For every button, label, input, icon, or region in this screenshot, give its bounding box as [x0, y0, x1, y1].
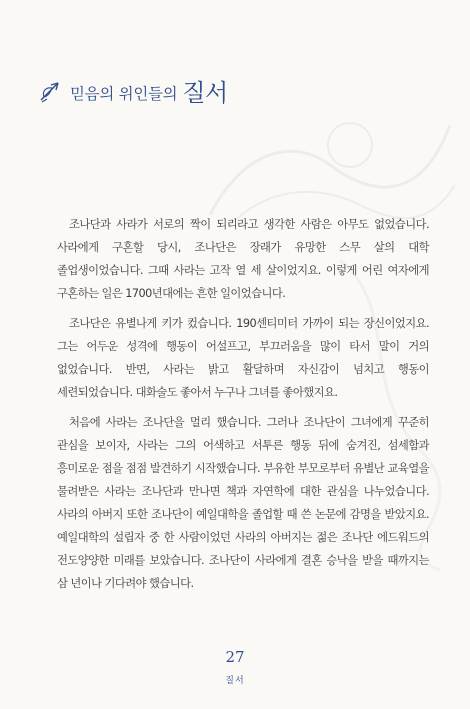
- chapter-heading: [38, 70, 228, 110]
- heading-subtitle: 믿음의 위인들의: [70, 85, 178, 103]
- paragraph: 조나단과 사라가 서로의 짝이 되리라고 생각한 사람은 아무도 없었습니다. 사라에게 구혼할 당시, 조나단은 장래가 유망한 스무 살의 대학 졸업생이었습니다. 그때 사라는 고작 열 세 살이었지요. 이렇게 어린 여자에게 구혼하는 일은 1700년대에는 흔한 일이었습니다.: [57, 218, 429, 300]
- running-footer: 질서: [225, 676, 245, 686]
- leaf-arrow-icon: [38, 78, 64, 104]
- page-number: 27: [225, 648, 245, 666]
- paragraph: 처음에 사라는 조나단을 멀리 했습니다. 그러나 조나단이 그녀에게 꾸준히 관심을 보이자, 사라는 그의 어색하고 서투른 행동 뒤에 숨겨진, 섬세함과 흥미로운 점을 점점 발견하기 시작했습니다. 부유한 부모로부터 유별난 교육열을 물려받은 사라는 조나단과 만나면 책과 자연학에 대한 관심을 나누었습니다. 사라의 아버지 또한 조나단이 예일대학을 졸업할 때 쓴 논문에 감명을 받았지요. 예일대학의 설립자 중 한 사람이었던 사라의 아버지는 젊은 조나단 에드워드의 전도양양한 미래를 보았습니다. 조나단이 사라에게 결혼 승낙을 받을 때까지는 삼 년이나 기다려야 했습니다.: [57, 416, 429, 590]
- body-text: [57, 213, 429, 602]
- paragraph: 조나단은 유별나게 키가 컸습니다. 190센티미터 가까이 되는 장신이었지요. 그는 어두운 성격에 행동이 어설프고, 부끄러움을 많이 타서 말이 거의 없었습니다. 반면, 사라는 밝고 활달하며 자신감이 넘치고 행동이 세련되었습니다. 대화술도 좋아서 누구나 그녀를 좋아했지요.: [57, 317, 429, 399]
- heading-title: 질서: [182, 79, 228, 107]
